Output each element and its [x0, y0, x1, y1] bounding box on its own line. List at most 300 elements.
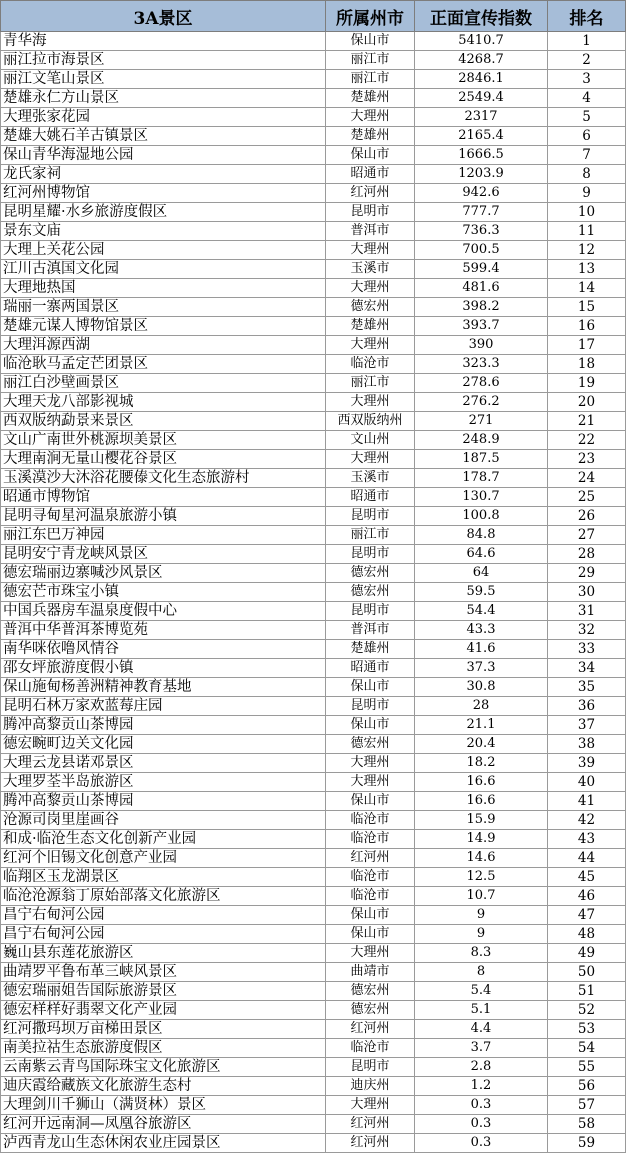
- table-row: [1, 868, 626, 887]
- table-row: [1, 336, 626, 355]
- scenic-area-name: 丽江白沙壁画景区: [1, 374, 326, 393]
- city-name: 大理州: [326, 279, 415, 298]
- scenic-area-name: 文山广南世外桃源坝美景区: [1, 431, 326, 450]
- city-name: 红河州: [326, 1020, 415, 1039]
- city-name: 红河州: [326, 849, 415, 868]
- promotion-index-value: 14.9: [415, 830, 548, 849]
- promotion-index-value: 187.5: [415, 450, 548, 469]
- city-name: 昭通市: [326, 488, 415, 507]
- city-name: 红河州: [326, 184, 415, 203]
- rank-value: 47: [548, 906, 626, 925]
- promotion-index-value: 54.4: [415, 602, 548, 621]
- city-name: 普洱市: [326, 621, 415, 640]
- scenic-area-name: 普洱中华普洱茶博览苑: [1, 621, 326, 640]
- rank-value: 18: [548, 355, 626, 374]
- city-name: 保山市: [326, 792, 415, 811]
- rank-value: 44: [548, 849, 626, 868]
- scenic-area-name: 德宏瑞丽边寨喊沙风景区: [1, 564, 326, 583]
- promotion-index-value: 10.7: [415, 887, 548, 906]
- table-row: [1, 1134, 626, 1153]
- scenic-area-name: 大理南涧无量山樱花谷景区: [1, 450, 326, 469]
- rank-value: 7: [548, 146, 626, 165]
- rank-value: 43: [548, 830, 626, 849]
- rank-value: 53: [548, 1020, 626, 1039]
- rank-value: 6: [548, 127, 626, 146]
- city-name: 昆明市: [326, 697, 415, 716]
- scenic-area-name: 大理上关花公园: [1, 241, 326, 260]
- promotion-index-value: 2165.4: [415, 127, 548, 146]
- rank-value: 24: [548, 469, 626, 488]
- promotion-index-value: 2.8: [415, 1058, 548, 1077]
- header-scenic-area: 3A景区: [1, 1, 326, 32]
- city-name: 昆明市: [326, 203, 415, 222]
- table-row: [1, 1001, 626, 1020]
- city-name: 大理州: [326, 108, 415, 127]
- rank-value: 45: [548, 868, 626, 887]
- promotion-index-value: 84.8: [415, 526, 548, 545]
- rank-value: 37: [548, 716, 626, 735]
- scenic-area-name: 中国兵器房车温泉度假中心: [1, 602, 326, 621]
- promotion-index-value: 14.6: [415, 849, 548, 868]
- promotion-index-value: 20.4: [415, 735, 548, 754]
- city-name: 德宏州: [326, 583, 415, 602]
- city-name: 丽江市: [326, 526, 415, 545]
- table-row: [1, 1096, 626, 1115]
- rank-value: 26: [548, 507, 626, 526]
- scenic-area-name: 丽江文笔山景区: [1, 70, 326, 89]
- scenic-area-name: 大理洱源西湖: [1, 336, 326, 355]
- city-name: 昭通市: [326, 165, 415, 184]
- city-name: 西双版纳州: [326, 412, 415, 431]
- scenic-area-name: 腾冲高黎贡山茶博园: [1, 792, 326, 811]
- scenic-area-name: 昌宁右甸河公园: [1, 925, 326, 944]
- promotion-index-value: 64.6: [415, 545, 548, 564]
- table-body: [1, 32, 626, 1153]
- rank-value: 46: [548, 887, 626, 906]
- table-row: [1, 602, 626, 621]
- scenic-area-name: 大理天龙八部影视城: [1, 393, 326, 412]
- rank-value: 33: [548, 640, 626, 659]
- scenic-area-name: 云南紫云青鸟国际珠宝文化旅游区: [1, 1058, 326, 1077]
- table-row: [1, 507, 626, 526]
- promotion-index-value: 21.1: [415, 716, 548, 735]
- table-row: [1, 773, 626, 792]
- table-row: [1, 944, 626, 963]
- promotion-index-value: 64: [415, 564, 548, 583]
- city-name: 丽江市: [326, 70, 415, 89]
- city-name: 保山市: [326, 678, 415, 697]
- promotion-index-value: 5.4: [415, 982, 548, 1001]
- table-row: [1, 222, 626, 241]
- table-row: [1, 127, 626, 146]
- rank-value: 25: [548, 488, 626, 507]
- scenic-area-name: 昆明安宁青龙峡风景区: [1, 545, 326, 564]
- scenic-area-name: 昆明星耀·水乡旅游度假区: [1, 203, 326, 222]
- rank-value: 10: [548, 203, 626, 222]
- rank-value: 4: [548, 89, 626, 108]
- table-row: [1, 792, 626, 811]
- promotion-index-value: 278.6: [415, 374, 548, 393]
- table-row: [1, 583, 626, 602]
- scenic-area-name: 龙氏家祠: [1, 165, 326, 184]
- rank-value: 31: [548, 602, 626, 621]
- scenic-area-name: 巍山县东莲花旅游区: [1, 944, 326, 963]
- scenic-area-name: 和成·临沧生态文化创新产业园: [1, 830, 326, 849]
- scenic-area-name: 昌宁右甸河公园: [1, 906, 326, 925]
- rank-value: 48: [548, 925, 626, 944]
- promotion-index-value: 4.4: [415, 1020, 548, 1039]
- scenic-area-name: 大理剑川千狮山（满贤林）景区: [1, 1096, 326, 1115]
- table-row: [1, 241, 626, 260]
- rank-value: 16: [548, 317, 626, 336]
- city-name: 昆明市: [326, 1058, 415, 1077]
- rank-value: 3: [548, 70, 626, 89]
- table-row: [1, 887, 626, 906]
- promotion-index-value: 2317: [415, 108, 548, 127]
- table-row: [1, 678, 626, 697]
- scenic-area-name: 楚雄元谋人博物馆景区: [1, 317, 326, 336]
- rank-value: 9: [548, 184, 626, 203]
- scenic-area-name: 红河个旧锡文化创意产业园: [1, 849, 326, 868]
- scenic-area-name: 德宏瑞丽姐告国际旅游景区: [1, 982, 326, 1001]
- city-name: 大理州: [326, 944, 415, 963]
- rank-value: 52: [548, 1001, 626, 1020]
- scenic-area-name: 丽江东巴万神园: [1, 526, 326, 545]
- city-name: 红河州: [326, 1115, 415, 1134]
- city-name: 红河州: [326, 1134, 415, 1153]
- city-name: 保山市: [326, 716, 415, 735]
- table-row: [1, 146, 626, 165]
- rank-value: 41: [548, 792, 626, 811]
- table-row: [1, 830, 626, 849]
- table-row: [1, 412, 626, 431]
- scenic-area-name: 西双版纳勐景来景区: [1, 412, 326, 431]
- scenic-area-name: 临翔区玉龙湖景区: [1, 868, 326, 887]
- table-row: [1, 203, 626, 222]
- promotion-index-value: 0.3: [415, 1096, 548, 1115]
- rank-value: 21: [548, 412, 626, 431]
- table-row: [1, 393, 626, 412]
- scenic-area-name: 大理云龙县诺邓景区: [1, 754, 326, 773]
- table-row: [1, 754, 626, 773]
- scenic-area-name: 昭通市博物馆: [1, 488, 326, 507]
- promotion-index-value: 130.7: [415, 488, 548, 507]
- city-name: 玉溪市: [326, 469, 415, 488]
- promotion-index-value: 16.6: [415, 773, 548, 792]
- promotion-index-value: 9: [415, 906, 548, 925]
- table-row: [1, 1058, 626, 1077]
- table-row: [1, 564, 626, 583]
- city-name: 临沧市: [326, 355, 415, 374]
- table-row: [1, 526, 626, 545]
- promotion-index-value: 37.3: [415, 659, 548, 678]
- city-name: 临沧市: [326, 868, 415, 887]
- promotion-index-value: 2846.1: [415, 70, 548, 89]
- table-row: [1, 925, 626, 944]
- table-row: [1, 450, 626, 469]
- scenic-area-name: 楚雄大姚石羊古镇景区: [1, 127, 326, 146]
- city-name: 临沧市: [326, 1039, 415, 1058]
- table-row: [1, 89, 626, 108]
- city-name: 保山市: [326, 146, 415, 165]
- table-row: [1, 735, 626, 754]
- scenic-area-name: 南华咪依噜风情谷: [1, 640, 326, 659]
- scenic-area-name: 保山施甸杨善洲精神教育基地: [1, 678, 326, 697]
- table-row: [1, 184, 626, 203]
- promotion-index-value: 4268.7: [415, 51, 548, 70]
- table-row: [1, 431, 626, 450]
- table-row: [1, 279, 626, 298]
- table-row: [1, 488, 626, 507]
- city-name: 德宏州: [326, 735, 415, 754]
- promotion-index-value: 30.8: [415, 678, 548, 697]
- rank-value: 23: [548, 450, 626, 469]
- city-name: 曲靖市: [326, 963, 415, 982]
- rank-value: 38: [548, 735, 626, 754]
- city-name: 迪庆州: [326, 1077, 415, 1096]
- rank-value: 5: [548, 108, 626, 127]
- table-row: [1, 659, 626, 678]
- table-row: [1, 32, 626, 51]
- scenic-area-name: 保山青华海湿地公园: [1, 146, 326, 165]
- rank-value: 34: [548, 659, 626, 678]
- city-name: 昆明市: [326, 602, 415, 621]
- city-name: 大理州: [326, 450, 415, 469]
- scenic-area-name: 德宏样样好翡翠文化产业园: [1, 1001, 326, 1020]
- city-name: 临沧市: [326, 830, 415, 849]
- city-name: 保山市: [326, 906, 415, 925]
- rank-value: 32: [548, 621, 626, 640]
- table-row: [1, 1115, 626, 1134]
- scenic-area-name: 江川古滇国文化园: [1, 260, 326, 279]
- city-name: 玉溪市: [326, 260, 415, 279]
- promotion-index-value: 599.4: [415, 260, 548, 279]
- scenic-area-name: 德宏芒市珠宝小镇: [1, 583, 326, 602]
- rank-value: 42: [548, 811, 626, 830]
- table-row: [1, 982, 626, 1001]
- promotion-index-value: 43.3: [415, 621, 548, 640]
- table-row: [1, 355, 626, 374]
- promotion-index-value: 271: [415, 412, 548, 431]
- promotion-index-value: 390: [415, 336, 548, 355]
- promotion-index-value: 481.6: [415, 279, 548, 298]
- promotion-index-value: 777.7: [415, 203, 548, 222]
- header-promotion-index: 正面宣传指数: [415, 1, 548, 32]
- scenic-area-name: 瑞丽一寨两国景区: [1, 298, 326, 317]
- city-name: 文山州: [326, 431, 415, 450]
- promotion-index-value: 0.3: [415, 1134, 548, 1153]
- table-row: [1, 849, 626, 868]
- rank-value: 30: [548, 583, 626, 602]
- promotion-index-value: 15.9: [415, 811, 548, 830]
- rank-value: 27: [548, 526, 626, 545]
- promotion-index-value: 942.6: [415, 184, 548, 203]
- scenic-area-name: 邵女坪旅游度假小镇: [1, 659, 326, 678]
- scenic-area-name: 德宏畹町边关文化园: [1, 735, 326, 754]
- table-row: [1, 1039, 626, 1058]
- promotion-index-value: 18.2: [415, 754, 548, 773]
- scenic-area-name: 红河撒玛坝万亩梯田景区: [1, 1020, 326, 1039]
- scenic-area-name: 青华海: [1, 32, 326, 51]
- rank-value: 22: [548, 431, 626, 450]
- table-row: [1, 697, 626, 716]
- promotion-index-value: 1203.9: [415, 165, 548, 184]
- promotion-index-value: 41.6: [415, 640, 548, 659]
- promotion-index-value: 3.7: [415, 1039, 548, 1058]
- promotion-index-value: 59.5: [415, 583, 548, 602]
- city-name: 大理州: [326, 754, 415, 773]
- rank-value: 14: [548, 279, 626, 298]
- city-name: 丽江市: [326, 51, 415, 70]
- rank-value: 29: [548, 564, 626, 583]
- promotion-index-value: 398.2: [415, 298, 548, 317]
- city-name: 昆明市: [326, 545, 415, 564]
- city-name: 临沧市: [326, 811, 415, 830]
- promotion-index-value: 736.3: [415, 222, 548, 241]
- rank-value: 56: [548, 1077, 626, 1096]
- rank-value: 54: [548, 1039, 626, 1058]
- rank-value: 58: [548, 1115, 626, 1134]
- promotion-index-value: 8: [415, 963, 548, 982]
- promotion-index-value: 2549.4: [415, 89, 548, 108]
- city-name: 德宏州: [326, 298, 415, 317]
- city-name: 大理州: [326, 773, 415, 792]
- scenic-area-name: 临沧耿马孟定芒团景区: [1, 355, 326, 374]
- scenic-area-name: 昆明寻甸星河温泉旅游小镇: [1, 507, 326, 526]
- city-name: 德宏州: [326, 1001, 415, 1020]
- rank-value: 15: [548, 298, 626, 317]
- table-row: [1, 1077, 626, 1096]
- scenic-area-name: 腾冲高黎贡山茶博园: [1, 716, 326, 735]
- promotion-index-value: 276.2: [415, 393, 548, 412]
- scenic-area-name: 红河开远南洞—凤凰谷旅游区: [1, 1115, 326, 1134]
- table-row: [1, 317, 626, 336]
- city-name: 楚雄州: [326, 127, 415, 146]
- rank-value: 49: [548, 944, 626, 963]
- city-name: 保山市: [326, 32, 415, 51]
- city-name: 保山市: [326, 925, 415, 944]
- promotion-index-value: 248.9: [415, 431, 548, 450]
- table-row: [1, 469, 626, 488]
- scenic-area-name: 曲靖罗平鲁布革三峡风景区: [1, 963, 326, 982]
- table-row: [1, 165, 626, 184]
- header-rank: 排名: [548, 1, 626, 32]
- city-name: 楚雄州: [326, 640, 415, 659]
- table-row: [1, 1020, 626, 1039]
- promotion-index-value: 8.3: [415, 944, 548, 963]
- rank-value: 51: [548, 982, 626, 1001]
- scenic-area-name: 南美拉祜生态旅游度假区: [1, 1039, 326, 1058]
- promotion-index-value: 9: [415, 925, 548, 944]
- table-row: [1, 811, 626, 830]
- rank-value: 35: [548, 678, 626, 697]
- table-row: [1, 374, 626, 393]
- scenic-area-name: 玉溪漠沙大沐浴花腰傣文化生态旅游村: [1, 469, 326, 488]
- header-city: 所属州市: [326, 1, 415, 32]
- promotion-index-value: 700.5: [415, 241, 548, 260]
- city-name: 楚雄州: [326, 317, 415, 336]
- rank-value: 55: [548, 1058, 626, 1077]
- table-row: [1, 70, 626, 89]
- city-name: 楚雄州: [326, 89, 415, 108]
- city-name: 普洱市: [326, 222, 415, 241]
- rank-value: 40: [548, 773, 626, 792]
- table-row: [1, 51, 626, 70]
- table-row: [1, 640, 626, 659]
- scenic-area-name: 大理地热国: [1, 279, 326, 298]
- scenic-area-name: 沧源司岗里崖画谷: [1, 811, 326, 830]
- city-name: 大理州: [326, 241, 415, 260]
- scenic-area-name: 临沧沧源翁丁原始部落文化旅游区: [1, 887, 326, 906]
- city-name: 昭通市: [326, 659, 415, 678]
- rank-value: 8: [548, 165, 626, 184]
- header-row: [1, 1, 626, 32]
- rank-value: 59: [548, 1134, 626, 1153]
- scenic-area-name: 泸西青龙山生态休闲农业庄园景区: [1, 1134, 326, 1153]
- rank-value: 50: [548, 963, 626, 982]
- scenic-area-name: 楚雄永仁方山景区: [1, 89, 326, 108]
- scenic-area-name: 红河州博物馆: [1, 184, 326, 203]
- table-row: [1, 260, 626, 279]
- rank-value: 2: [548, 51, 626, 70]
- scenic-area-name: 丽江拉市海景区: [1, 51, 326, 70]
- city-name: 昆明市: [326, 507, 415, 526]
- promotion-index-value: 16.6: [415, 792, 548, 811]
- promotion-index-value: 5.1: [415, 1001, 548, 1020]
- promotion-index-value: 5410.7: [415, 32, 548, 51]
- promotion-index-value: 323.3: [415, 355, 548, 374]
- city-name: 德宏州: [326, 982, 415, 1001]
- table-row: [1, 963, 626, 982]
- table-row: [1, 906, 626, 925]
- table-row: [1, 108, 626, 127]
- scenic-area-name: 大理张家花园: [1, 108, 326, 127]
- promotion-index-value: 393.7: [415, 317, 548, 336]
- rank-value: 36: [548, 697, 626, 716]
- rank-value: 1: [548, 32, 626, 51]
- promotion-index-value: 0.3: [415, 1115, 548, 1134]
- table-row: [1, 545, 626, 564]
- rank-value: 20: [548, 393, 626, 412]
- table-row: [1, 298, 626, 317]
- promotion-index-value: 178.7: [415, 469, 548, 488]
- table-row: [1, 621, 626, 640]
- city-name: 临沧市: [326, 887, 415, 906]
- scenic-area-name: 昆明石林万家欢蓝莓庄园: [1, 697, 326, 716]
- city-name: 大理州: [326, 336, 415, 355]
- rank-value: 39: [548, 754, 626, 773]
- promotion-index-value: 12.5: [415, 868, 548, 887]
- promotion-index-value: 1666.5: [415, 146, 548, 165]
- promotion-index-value: 100.8: [415, 507, 548, 526]
- rank-value: 28: [548, 545, 626, 564]
- table-row: [1, 716, 626, 735]
- rank-value: 57: [548, 1096, 626, 1115]
- rank-value: 11: [548, 222, 626, 241]
- scenic-area-name: 景东文庙: [1, 222, 326, 241]
- rank-value: 17: [548, 336, 626, 355]
- scenic-area-name: 迪庆霞给藏族文化旅游生态村: [1, 1077, 326, 1096]
- rank-value: 12: [548, 241, 626, 260]
- rank-value: 13: [548, 260, 626, 279]
- city-name: 德宏州: [326, 564, 415, 583]
- promotion-index-value: 28: [415, 697, 548, 716]
- promotion-index-value: 1.2: [415, 1077, 548, 1096]
- city-name: 丽江市: [326, 374, 415, 393]
- scenic-area-name: 大理罗荃半岛旅游区: [1, 773, 326, 792]
- rank-value: 19: [548, 374, 626, 393]
- city-name: 大理州: [326, 1096, 415, 1115]
